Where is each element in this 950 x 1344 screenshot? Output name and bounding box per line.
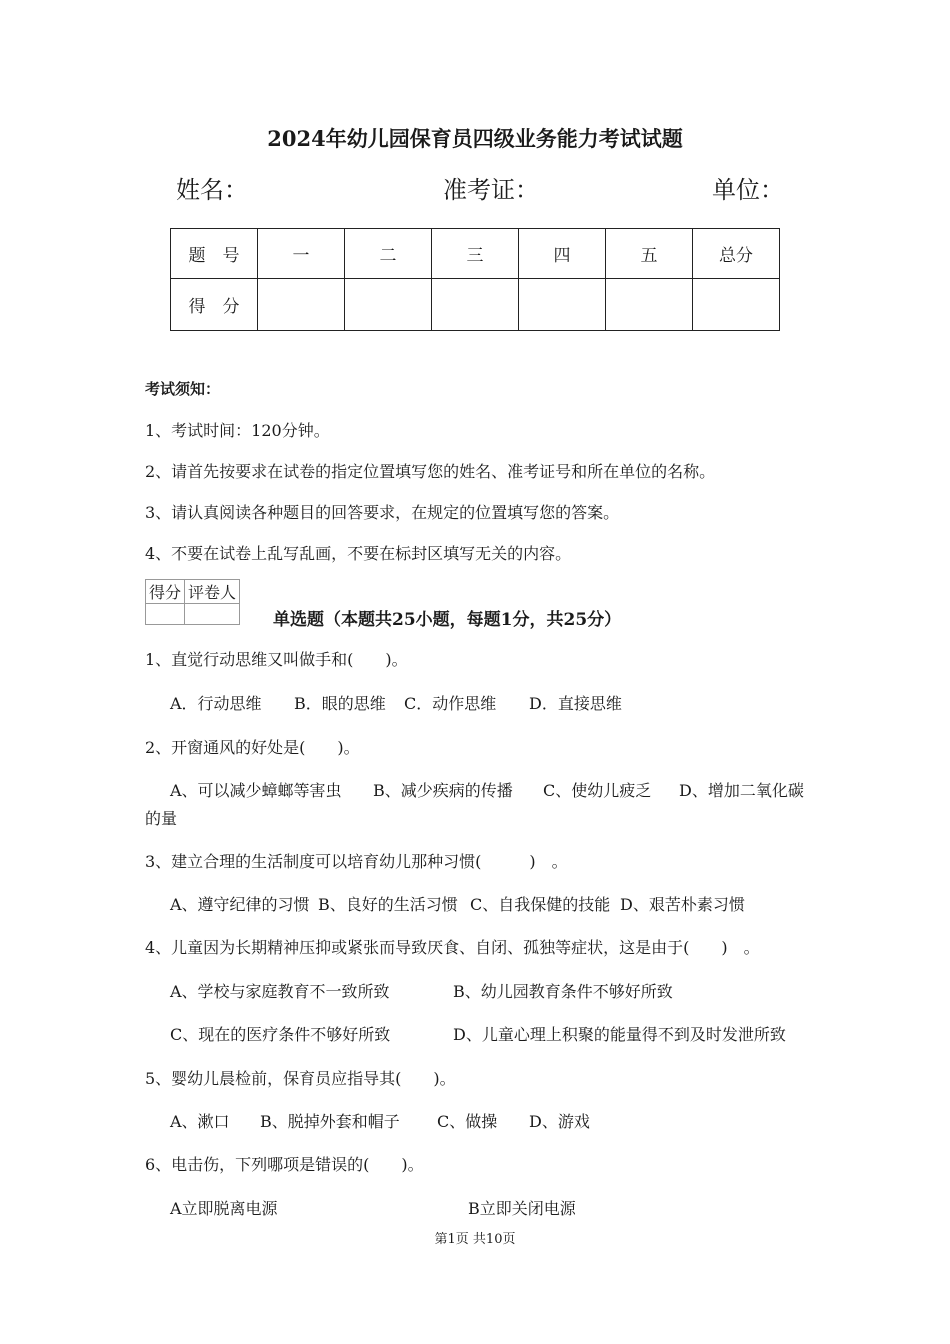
exam-id-label: 准考证： — [443, 176, 539, 204]
unit-label: 单位： — [712, 176, 784, 204]
score-table — [170, 228, 780, 331]
grader-score-label: 得分 — [146, 580, 185, 604]
question-option: A、可以减少蟑螂等害虫 — [170, 781, 342, 800]
score-header-4: 四 — [519, 229, 606, 279]
grader-box — [145, 579, 240, 625]
question-option: B立即关闭电源 — [468, 1199, 576, 1218]
question-stem: 6、电击伤，下列哪项是错误的( )。 — [145, 1155, 424, 1174]
question-option: C、自我保健的技能 — [470, 895, 611, 914]
question-option: B、减少疾病的传播 — [373, 781, 513, 800]
score-row-label: 得 分 — [171, 279, 258, 331]
score-cell[interactable] — [258, 279, 345, 331]
question-option: B、良好的生活习惯 — [318, 895, 458, 914]
question-option: B、幼儿园教育条件不够好所致 — [453, 982, 673, 1001]
question-option-continuation: 的量 — [145, 809, 178, 828]
grader-reviewer-label: 评卷人 — [185, 580, 240, 604]
question-option: A．行动思维 — [170, 694, 262, 713]
score-cell[interactable] — [345, 279, 432, 331]
score-cell[interactable] — [519, 279, 606, 331]
question-stem: 1、直觉行动思维又叫做手和( )。 — [145, 650, 408, 669]
question-option: D、儿童心理上积聚的能量得不到及时发泄所致 — [453, 1025, 786, 1044]
notice-heading: 考试须知： — [145, 380, 221, 398]
grader-reviewer-cell[interactable] — [185, 604, 240, 625]
notice-item: 4、不要在试卷上乱写乱画，不要在标封区填写无关的内容。 — [145, 544, 572, 563]
score-header-5: 五 — [606, 229, 693, 279]
question-stem: 2、开窗通风的好处是( )。 — [145, 738, 360, 757]
question-option: B．眼的思维 — [294, 694, 386, 713]
score-header-1: 一 — [258, 229, 345, 279]
question-option: C、使幼儿疲乏 — [543, 781, 652, 800]
score-header-label: 题 号 — [171, 229, 258, 279]
score-cell[interactable] — [606, 279, 693, 331]
score-header-2: 二 — [345, 229, 432, 279]
grader-score-cell[interactable] — [146, 604, 185, 625]
question-option: C、做操 — [437, 1112, 498, 1131]
notice-item: 3、请认真阅读各种题目的回答要求，在规定的位置填写您的答案。 — [145, 503, 620, 522]
question-option: B、脱掉外套和帽子 — [260, 1112, 400, 1131]
question-option: D、游戏 — [529, 1112, 590, 1131]
question-stem: 5、婴幼儿晨检前，保育员应指导其( )。 — [145, 1069, 456, 1088]
question-option: D．直接思维 — [529, 694, 622, 713]
section-title: 单选题（本题共25小题，每题1分，共25分） — [273, 610, 622, 630]
question-option: A立即脱离电源 — [170, 1199, 278, 1218]
exam-title: 2024年幼儿园保育员四级业务能力考试试题 — [267, 126, 683, 151]
score-header-3: 三 — [432, 229, 519, 279]
question-option: A、遵守纪律的习惯 — [170, 895, 310, 914]
question-option: A、学校与家庭教育不一致所致 — [170, 982, 390, 1001]
question-option: C、现在的医疗条件不够好所致 — [170, 1025, 391, 1044]
notice-item: 1、考试时间：120分钟。 — [145, 421, 330, 440]
score-header-total: 总分 — [693, 229, 780, 279]
question-option: A、漱口 — [170, 1112, 230, 1131]
question-option: D、增加二氧化碳 — [679, 781, 804, 800]
question-stem: 3、建立合理的生活制度可以培育幼儿那种习惯( ) 。 — [145, 852, 568, 871]
question-option: C．动作思维 — [404, 694, 497, 713]
question-stem: 4、儿童因为长期精神压抑或紧张而导致厌食、自闭、孤独等症状，这是由于( ) 。 — [145, 938, 760, 957]
question-option: D、艰苦朴素习惯 — [620, 895, 745, 914]
name-label: 姓名： — [176, 176, 248, 204]
page-footer: 第1页 共10页 — [434, 1232, 516, 1247]
notice-item: 2、请首先按要求在试卷的指定位置填写您的姓名、准考证号和所在单位的名称。 — [145, 462, 716, 481]
score-cell-total[interactable] — [693, 279, 780, 331]
score-cell[interactable] — [432, 279, 519, 331]
